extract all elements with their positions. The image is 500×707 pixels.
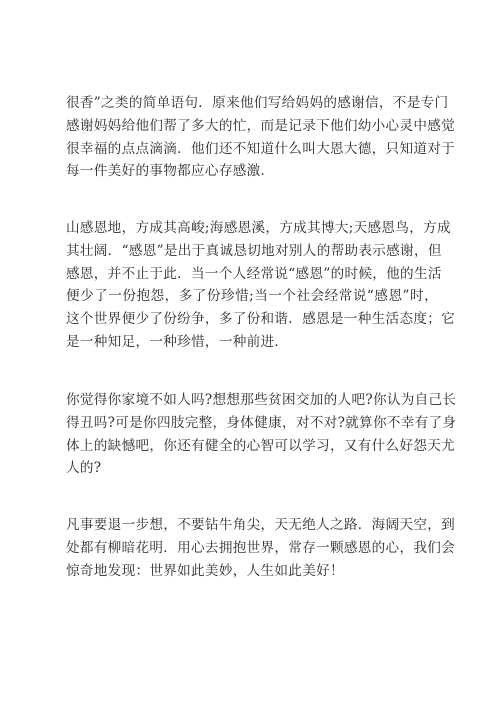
text-line: 感谢妈妈给他们帮了多大的忙，而是记录下他们幼小心灵中感觉	[66, 117, 456, 134]
paragraph-2	[66, 217, 456, 354]
text-line: 惊奇地发现：世界如此美妙，人生如此美好！	[66, 562, 344, 579]
text-line: 体上的缺憾吧，你还有健全的心智可以学习，又有什么好怨天尤	[66, 437, 456, 454]
text-line: 得丑吗?可是你四肢完整，身体健康，对不对?就算你不幸有了身	[66, 414, 457, 431]
text-line: 感恩，并不止于此．当一个人经常说“感恩”的时候，他的生活	[66, 265, 442, 282]
text-line: 其壮阔．“感恩”是出于真诚恳切地对别人的帮助表示感谢，但	[66, 242, 442, 259]
text-line: 凡事要退一步想，不要钻牛角尖，天无绝人之路．海阔天空，到	[66, 517, 456, 533]
text-line: 很香”之类的简单语句．原来他们写给妈妈的感谢信，不是专门	[66, 95, 449, 111]
text-line: 很幸福的点点滴滴．他们还不知道什么叫大恩大德，只知道对于	[66, 140, 456, 157]
text-line: 山感恩地，方成其高峻;海感恩溪，方成其博大;天感恩鸟，方成	[66, 220, 451, 236]
text-line: 处都有柳暗花明．用心去拥抱世界，常存一颗感恩的心，我们会	[66, 539, 456, 556]
text-line: 这个世界便少了份纷争，多了份和谐．感恩是一种生活态度；它	[66, 311, 456, 328]
text-line: 是一种知足，一种珍惜，一种前进．	[66, 333, 289, 350]
paragraph-3	[66, 389, 457, 480]
text-line: 每一件美好的事物都应心存感激．	[66, 163, 275, 180]
text-line: 人的?	[66, 460, 102, 477]
text-line: 便少了一份抱怨，多了份珍惜;当一个社会经常说“感恩”时，	[66, 288, 438, 305]
paragraph-4	[66, 514, 456, 582]
paragraph-1	[66, 92, 456, 183]
text-line: 你觉得你家境不如人吗?想想那些贫困交加的人吧?你认为自己长	[66, 392, 457, 408]
